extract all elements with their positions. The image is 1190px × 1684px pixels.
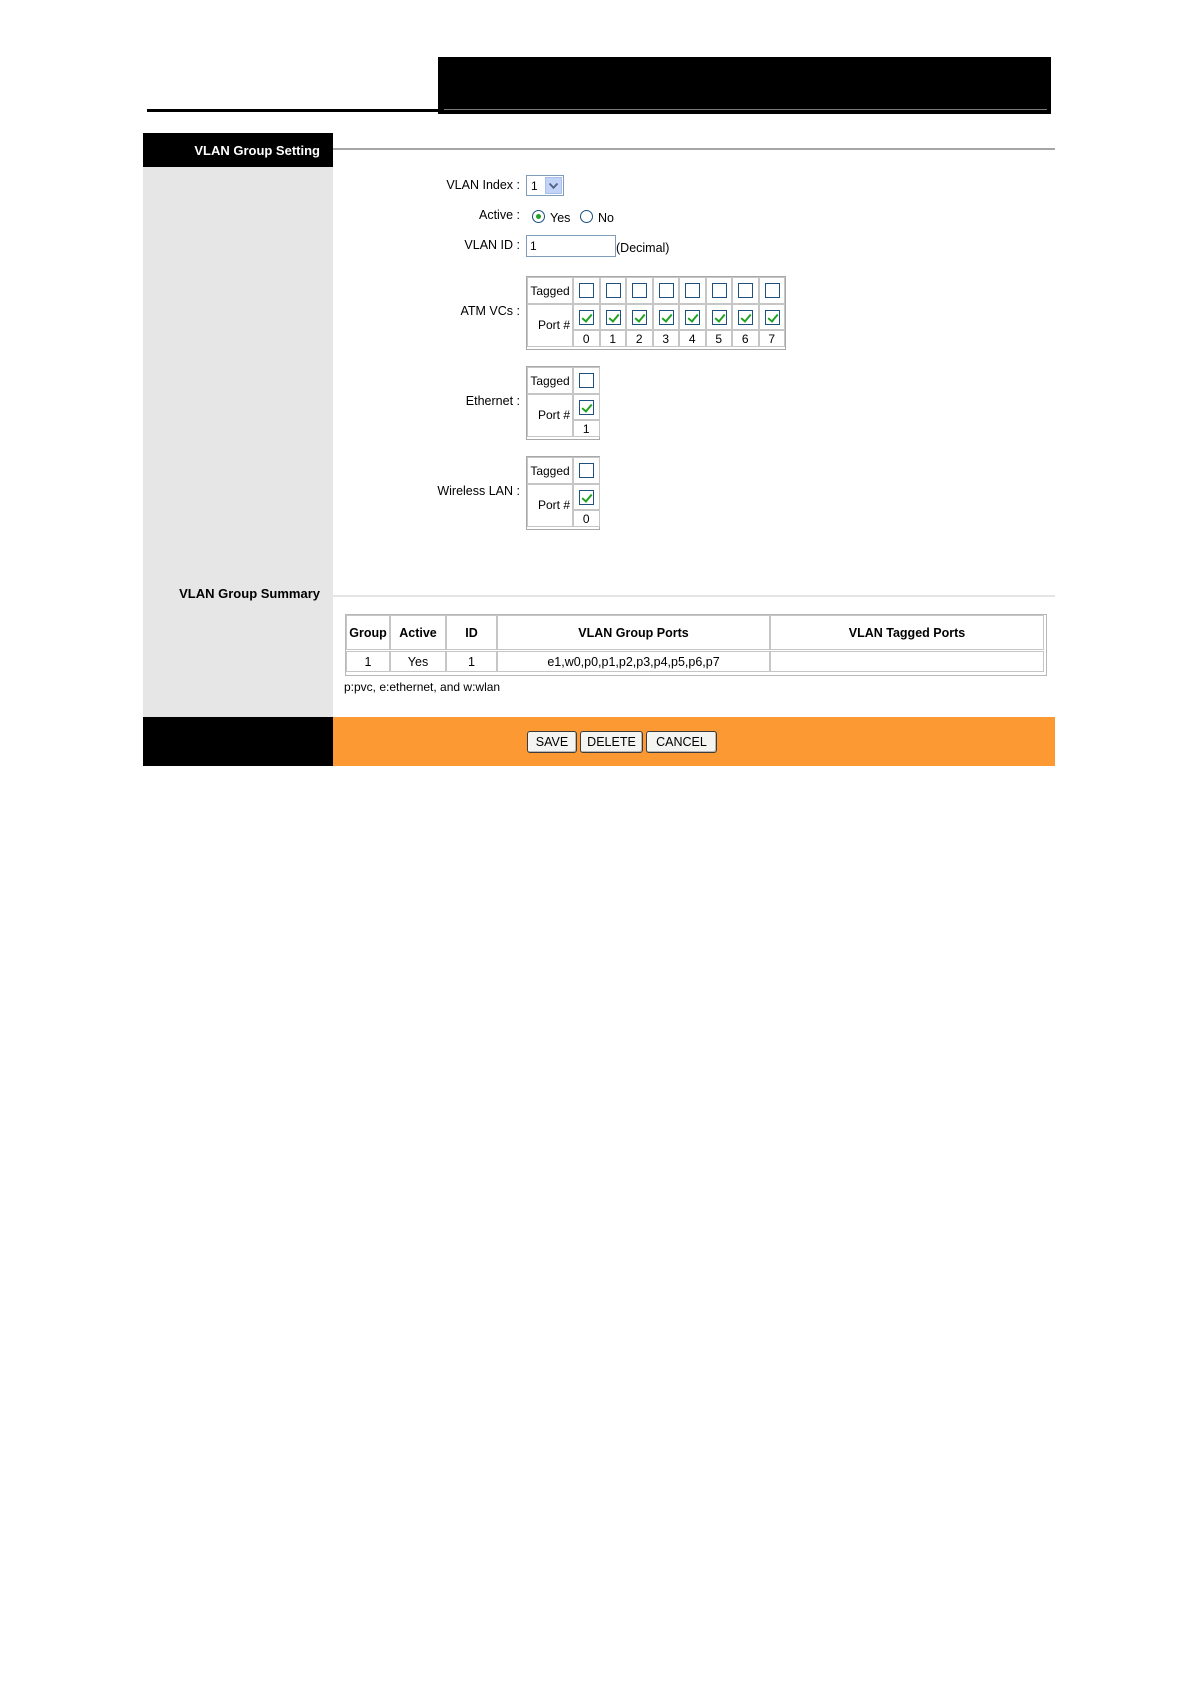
atm-port-number: 0 <box>573 330 600 347</box>
active-yes-label: Yes <box>550 211 571 225</box>
atm-port-number: 6 <box>732 330 759 347</box>
ethernet-ports-grid <box>526 366 600 440</box>
cancel-button[interactable]: CANCEL <box>646 731 717 753</box>
wlan-ports-grid <box>526 456 600 530</box>
wlan-tagged-label: Tagged <box>527 457 573 484</box>
active-yes-radio[interactable] <box>532 210 545 223</box>
row-id-cell: 1 <box>446 651 497 672</box>
vlan-id-input[interactable]: 1 <box>526 235 616 257</box>
footer-left <box>143 717 333 766</box>
save-button[interactable]: SAVE <box>527 731 577 753</box>
ethernet-label: Ethernet : <box>465 394 520 408</box>
atm-port-number: 2 <box>626 330 653 347</box>
atm-ports-grid <box>526 276 786 350</box>
port-legend: p:pvc, e:ethernet, and w:wlan <box>344 680 501 694</box>
atm-member-checkbox[interactable] <box>579 310 594 325</box>
atm-member-checkbox[interactable] <box>606 310 621 325</box>
sidebar <box>143 167 333 717</box>
vlan-index-label: VLAN Index : <box>446 178 520 192</box>
atm-tagged-checkbox[interactable] <box>632 283 647 298</box>
vlan-id-label: VLAN ID : <box>464 238 520 252</box>
atm-tagged-checkbox[interactable] <box>606 283 621 298</box>
vlan-index-select[interactable] <box>526 175 564 196</box>
section-title: VLAN Group Setting <box>143 133 333 167</box>
wlan-member-checkbox[interactable] <box>579 490 594 505</box>
atm-port-number: 5 <box>706 330 733 347</box>
atm-tagged-checkbox[interactable] <box>685 283 700 298</box>
atm-port-number: 1 <box>600 330 627 347</box>
header-underline <box>147 109 438 112</box>
header-banner <box>438 57 1051 114</box>
wlan-port-label: Port # <box>527 484 573 527</box>
ethernet-tagged-checkbox[interactable] <box>579 373 594 388</box>
atm-tagged-checkbox[interactable] <box>738 283 753 298</box>
summary-divider <box>333 595 1055 597</box>
ethernet-port-number: 1 <box>573 420 600 437</box>
atm-tagged-checkbox[interactable] <box>765 283 780 298</box>
atm-member-checkbox[interactable] <box>738 310 753 325</box>
ethernet-tagged-label: Tagged <box>527 367 573 394</box>
wireless-lan-label: Wireless LAN : <box>437 484 520 498</box>
atm-port-number: 7 <box>759 330 786 347</box>
active-no-label: No <box>598 211 614 225</box>
vlan-index-value: 1 <box>531 179 538 193</box>
header-banner-rule <box>444 109 1047 110</box>
col-header-active: Active <box>390 615 446 650</box>
atm-member-checkbox[interactable] <box>712 310 727 325</box>
chevron-down-icon[interactable] <box>545 177 562 194</box>
atm-member-checkbox[interactable] <box>685 310 700 325</box>
atm-tagged-label: Tagged <box>527 277 573 304</box>
vlan-id-hint: (Decimal) <box>616 241 670 255</box>
active-label: Active : <box>479 208 520 222</box>
ethernet-port-label: Port # <box>527 394 573 437</box>
row-tagged-ports-cell <box>770 651 1044 672</box>
atm-port-label: Port # <box>527 304 573 347</box>
wlan-tagged-checkbox[interactable] <box>579 463 594 478</box>
atm-member-checkbox[interactable] <box>632 310 647 325</box>
atm-tagged-checkbox[interactable] <box>712 283 727 298</box>
row-active-cell: Yes <box>390 651 446 672</box>
section-divider <box>333 148 1055 150</box>
ethernet-member-checkbox[interactable] <box>579 400 594 415</box>
col-header-id: ID <box>446 615 497 650</box>
row-group-cell: 1 <box>346 651 390 672</box>
atm-port-number: 4 <box>679 330 706 347</box>
col-header-group: Group <box>346 615 390 650</box>
atm-member-checkbox[interactable] <box>765 310 780 325</box>
col-header-group-ports: VLAN Group Ports <box>497 615 770 650</box>
row-group-ports-cell: e1,w0,p0,p1,p2,p3,p4,p5,p6,p7 <box>497 651 770 672</box>
atm-tagged-checkbox[interactable] <box>659 283 674 298</box>
col-header-tagged-ports: VLAN Tagged Ports <box>770 615 1044 650</box>
active-no-radio[interactable] <box>580 210 593 223</box>
atm-tagged-checkbox[interactable] <box>579 283 594 298</box>
atm-vcs-label: ATM VCs : <box>460 304 520 318</box>
wlan-port-number: 0 <box>573 510 600 527</box>
summary-title: VLAN Group Summary <box>179 586 320 601</box>
delete-button[interactable]: DELETE <box>580 731 643 753</box>
atm-port-number: 3 <box>653 330 680 347</box>
atm-member-checkbox[interactable] <box>659 310 674 325</box>
